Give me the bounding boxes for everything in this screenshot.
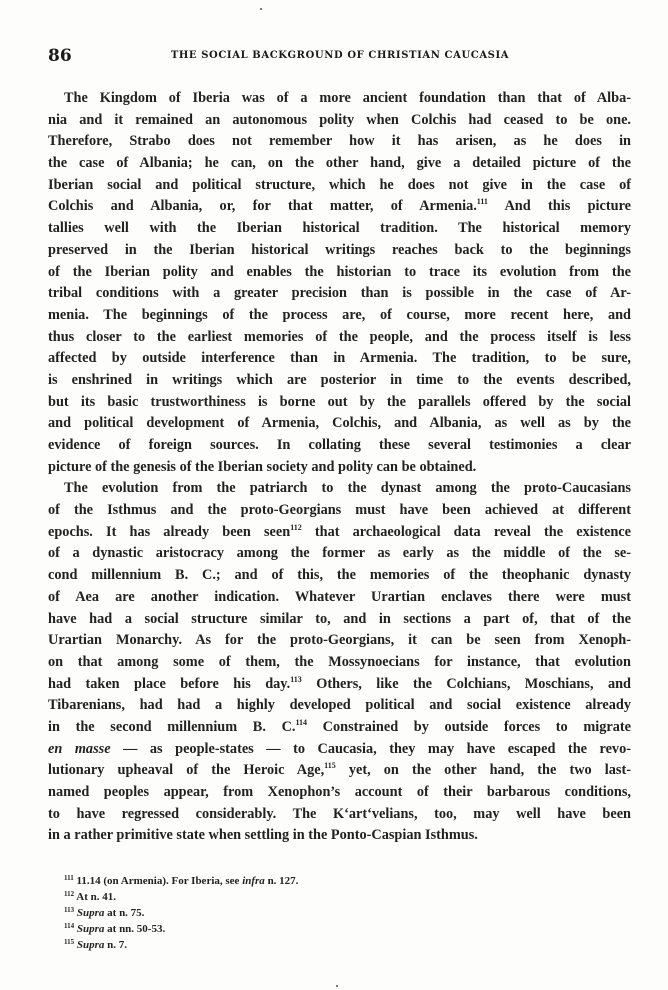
footnotes xyxy=(64,873,624,953)
text-run: The evolution from the patriarch to the dynast among the proto-Caucasians xyxy=(64,480,631,497)
text-line xyxy=(48,804,631,826)
text-line xyxy=(48,88,631,110)
text-line xyxy=(48,587,631,609)
text-run: preserved in the Iberian historical writings reaches back to the beginnings xyxy=(48,241,631,258)
footnote-ref: 112 xyxy=(290,522,302,532)
text-line xyxy=(48,262,631,284)
footnote: $^{114}$ Supra at nn. 50-53. xyxy=(64,922,166,935)
text-run: Therefore, Strabo does not remember how it has arisen, as he does in xyxy=(48,133,631,150)
footnote-number: 115 xyxy=(64,938,75,946)
text-run: of the Isthmus and the proto-Georgians must have been achieved at different xyxy=(48,502,631,519)
text-run: on that among some of them, the Mossynoecians for instance, that evolution xyxy=(48,653,631,670)
text-line xyxy=(48,370,631,392)
text-line xyxy=(48,327,631,349)
text-line xyxy=(48,500,631,522)
text-run: Urartian Monarchy. As for the proto-Georgians, it can be seen from Xenoph- xyxy=(48,632,631,649)
text-line xyxy=(48,695,631,717)
text-line: en masse — as people-states — to Caucasia, they may have escaped the revo- xyxy=(48,740,631,757)
footnote-ref: 114 xyxy=(295,717,308,727)
text-line xyxy=(48,825,631,847)
footnote-number: 111 xyxy=(64,874,74,882)
text-line xyxy=(48,110,631,132)
page-header xyxy=(48,46,632,68)
text-line xyxy=(48,348,631,370)
text-run: in the second millennium B. C. xyxy=(48,718,296,735)
text-line xyxy=(48,674,631,696)
footnote: $^{113}$ Supra at n. 75. xyxy=(64,906,145,919)
text-line xyxy=(48,392,631,414)
running-title: THE SOCIAL BACKGROUND OF CHRISTIAN CAUCASIA xyxy=(170,50,510,61)
text-run: tribal conditions with a greater precision than is possible in the case of Ar- xyxy=(48,285,631,302)
text-run: have had a social structure similar to, and in sections a part of, that of the xyxy=(48,610,631,627)
text-line xyxy=(48,413,631,435)
text-line xyxy=(48,457,631,479)
text-run: picture of the genesis of the Iberian society and polity can be obtained. xyxy=(48,458,477,475)
footnote-number: 114 xyxy=(64,922,75,930)
text-run: epochs. It has already been seen xyxy=(48,523,291,540)
text-line xyxy=(48,218,631,240)
page-number: 86 xyxy=(48,46,72,66)
text-run: yet, on the other hand, the two last- xyxy=(335,762,631,779)
footnote: $^{115}$ Supra n. 7. xyxy=(64,938,128,951)
text-run: And this picture xyxy=(487,198,631,215)
text-line xyxy=(48,196,631,218)
text-run: Colchis and Albania, or, for that matter, of Armenia. xyxy=(48,198,477,215)
text-run: cond millennium B. C.; and of this, the memories of the theophanic dynasty xyxy=(48,567,631,584)
speck xyxy=(336,985,338,987)
text-line xyxy=(48,153,631,175)
footnote-ref: 115 xyxy=(324,761,336,771)
text-run: but its basic trustworthiness is borne out by the parallels offered by the social xyxy=(48,393,631,410)
text-run: named peoples appear, from Xenophon’s account of their barbarous conditions, xyxy=(48,784,631,800)
text-line xyxy=(48,131,631,153)
text-run: the case of Albania; he can, on the other hand, give a detailed picture of the xyxy=(48,155,631,172)
text-run: lutionary upheaval of the Heroic Age, xyxy=(48,762,325,779)
text-run: evidence of foreign sources. In collating these several testimonies a clear xyxy=(48,437,631,453)
text-run: and political development of Armenia, Colchis, and Albania, as well as by the xyxy=(48,415,631,432)
text-run: to have regressed considerably. The K‘art‘velians, too, may well have been xyxy=(48,805,631,822)
text-run: Tibarenians, had had a highly developed political and social existence already xyxy=(48,697,631,714)
text-run: is enshrined in writings which are posterior in time to the events described, xyxy=(48,371,631,388)
text-line xyxy=(48,717,631,739)
main-text xyxy=(48,88,631,847)
footnote-ref: 113 xyxy=(290,674,302,684)
speck xyxy=(260,8,262,10)
text-run: of a dynastic aristocracy among the former as early as the middle of the se- xyxy=(48,545,631,562)
text-run: Iberian social and political structure, which he does not give in the case of xyxy=(48,176,631,193)
text-line xyxy=(48,565,631,587)
text-line xyxy=(48,305,631,327)
footnote: $^{112}$ At n. 41. xyxy=(64,890,117,903)
footnote-ref: 111 xyxy=(476,197,488,207)
text-run: that archaeological data reveal the existence xyxy=(301,523,632,540)
text-line xyxy=(48,609,631,631)
text-run: thus closer to the earliest memories of the people, and the process itself is less xyxy=(48,328,631,345)
footnote-number: 113 xyxy=(64,906,75,914)
text-run: menia. The beginnings of the process are, of course, more recent here, and xyxy=(48,306,631,323)
text-line xyxy=(48,652,631,674)
text-line xyxy=(48,175,631,197)
text-run: in a rather primitive state when settling in the Ponto-Caspian Isthmus. xyxy=(48,827,478,844)
text-run: of the Iberian polity and enables the historian to trace its evolution from the xyxy=(48,263,631,280)
text-run: nia and it remained an autonomous polity when Colchis had ceased to be one. xyxy=(48,111,631,128)
text-line xyxy=(48,782,631,804)
text-line xyxy=(48,283,631,305)
text-line xyxy=(48,240,631,262)
text-run: Constrained by outside forces to migrate xyxy=(307,718,631,735)
text-run: had taken place before his day. xyxy=(48,675,291,692)
footnote: $^{111}$ 11.14 (on Armenia). For Iberia, see infra n. 127. xyxy=(64,874,299,887)
footnote-number: 112 xyxy=(64,890,75,898)
text-line xyxy=(48,435,631,457)
text-line xyxy=(48,522,631,544)
text-line xyxy=(48,630,631,652)
text-run: of Aea are another indication. Whatever Urartian enclaves there were must xyxy=(48,588,631,605)
text-line xyxy=(48,478,631,500)
text-run: Others, like the Colchians, Moschians, and xyxy=(301,675,631,692)
text-run: tallies well with the Iberian historical tradition. The historical memory xyxy=(48,220,631,237)
text-run: affected by outside interference than in Armenia. The tradition, to be sure, xyxy=(48,350,631,367)
text-line xyxy=(48,543,631,565)
text-run: The Kingdom of Iberia was of a more ancient foundation than that of Alba- xyxy=(64,90,631,106)
text-line xyxy=(48,760,631,782)
